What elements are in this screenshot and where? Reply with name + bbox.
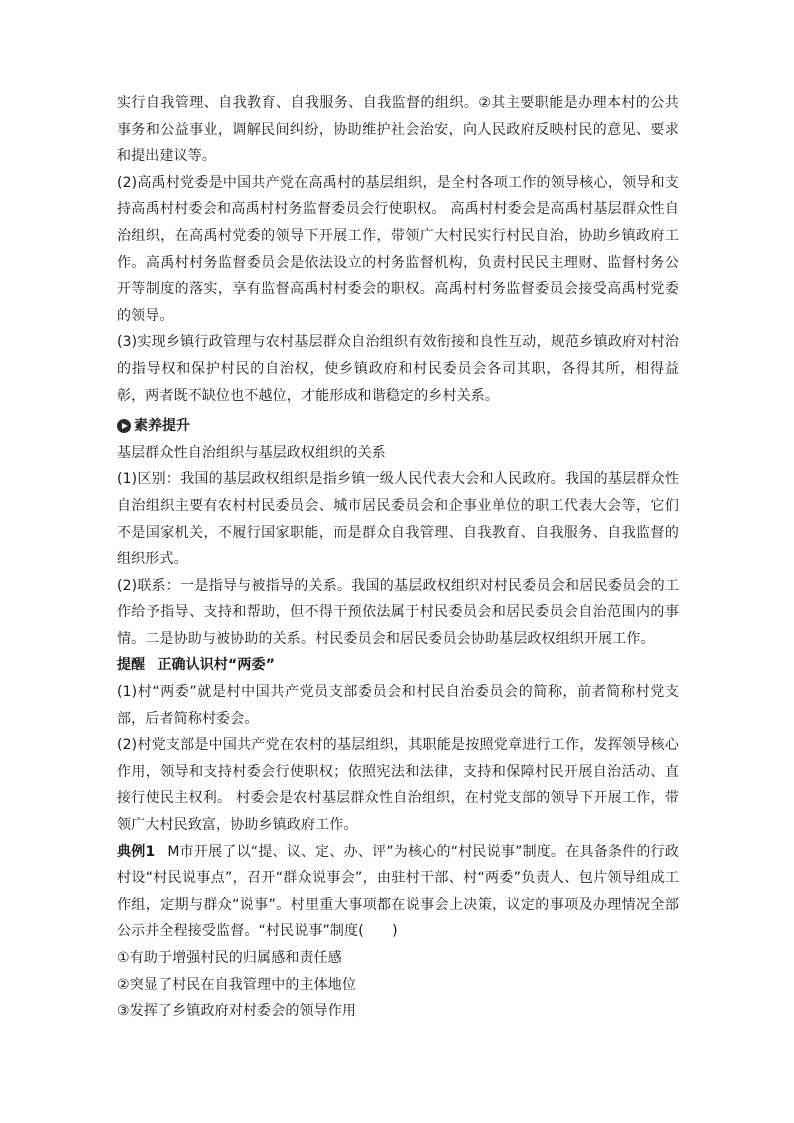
reminder-item: (2)村党支部是中国共产党在农村的基层组织，其职能是按照党章进行工作，发挥领导核心作用，领导和支持村委会行使职权；依照宪法和法律，支持和保障村民开展自治活动、直接行使民主权利。 村委会是农村基层群众性自治组织，在村党支部的领导下开展工作，带领广大村民致富，协助乡镇政府工作。: [117, 737, 679, 834]
paragraph: (2)高禹村党委是中国共产党在高禹村的基层组织，是全村各项工作的领导核心，领导和支持高禹村村委会和高禹村村务监督委员会行使职权。 高禹村村委会是高禹村基层群众性自治组织，在高禹村党委的领导下开展工作，带领广大村民实行村民自治，协助乡镇政府工作。高禹村村务监督委员会是依法设立的村务监督机构，负责村民民主理财、监督村务公开等制度的落实，享有监督高禹村村委会的职权。高禹村村务监督委员会接受高禹村党委的领导。: [117, 174, 679, 324]
example-question: [117, 839, 679, 945]
paragraph: 实行自我管理、自我教育、自我服务、自我监督的组织。②其主要职能是办理本村的公共事务和公益事业，调解民间纠纷，协助维护社会治安，向人民政府反映村民的意见、要求和提出建议等。: [117, 95, 679, 165]
example-text: M市开展了以“提、议、定、办、评”为核心的“村民说事”制度。在具备条件的行政村设“村民说事点”，召开“群众说事会”，由驻村干部、村“两委”负责人、包片领导组成工作组，定期与群众“说事”。村里重大事项都在说事会上决策，议定的事项及办理情况全部公示并全程接受监督。“村民说事”制度( ): [117, 843, 679, 940]
section-heading: [117, 413, 679, 440]
example-label: 典例1: [117, 843, 156, 860]
document-page: [117, 90, 679, 1025]
section-item: (1)区别：我国的基层政权组织是指乡镇一级人民代表大会和人民政府。我国的基层群众性自治组织主要有农村村民委员会、城市居民委员会和企事业单位的职工代表大会等，它们不是国家机关，不履行国家职能，而是群众自我管理、自我教育、自我服务、自我监督的组织形式。: [117, 471, 679, 568]
example-option: ①有助于增强村民的归属感和责任感: [117, 950, 342, 966]
example-option: ③发挥了乡镇政府对村委会的领导作用: [117, 1003, 357, 1020]
reminder-heading: [117, 652, 679, 679]
paragraph: (3)实现乡镇行政管理与农村基层群众自治组织有效衔接和良性互动，规范乡镇政府对村治的指导权和保护村民的自治权，使乡镇政府和村民委员会各司其职，各得其所，相得益彰，两者既不缺位也不越位，才能形成和谐稳定的乡村关系。: [117, 334, 679, 404]
reminder-title: 正确认识村“两委”: [157, 657, 276, 674]
section-item: (2)联系：一是指导与被指导的关系。我国的基层政权组织对村民委员会和居民委员会的工作给予指导、支持和帮助，但不得干预依法属于村民委员会和居民委员会自治范围内的事情。二是协助与被协助的关系。村民委员会和居民委员会协助基层政权组织开展工作。: [117, 577, 679, 647]
section-heading-text: 素养提升: [134, 418, 190, 435]
reminder-item: (1)村“两委”就是村中国共产党员支部委员会和村民自治委员会的简称，前者简称村党支部，后者简称村委会。: [117, 684, 679, 727]
example-option: ②突显了村民在自我管理中的主体地位: [117, 976, 357, 993]
play-circle-icon: [117, 419, 131, 433]
reminder-label: 提醒: [117, 657, 146, 674]
section-subtitle: 基层群众性自治组织与基层政权组织的关系: [117, 444, 386, 461]
